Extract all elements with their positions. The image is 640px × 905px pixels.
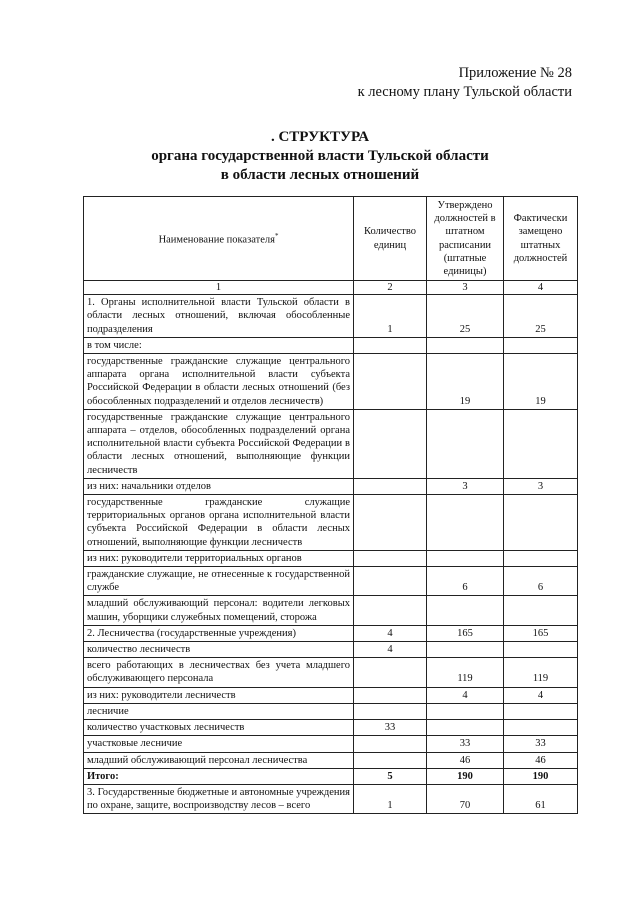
filled-cell: 6 bbox=[504, 567, 578, 596]
filled-cell bbox=[504, 596, 578, 625]
units-cell: 5 bbox=[354, 768, 427, 784]
units-cell: 1 bbox=[354, 784, 427, 813]
indicator-cell: 3. Государственные бюджетные и автономные учреждения по охране, защите, воспроизводству лесов – всего bbox=[84, 784, 354, 813]
indicator-cell: из них: руководители территориальных органов bbox=[84, 550, 354, 566]
units-cell bbox=[354, 478, 427, 494]
approved-cell: 165 bbox=[427, 625, 504, 641]
indicator-cell: государственные гражданские служащие центрального аппарата – отделов, обособленных подразделений органа исполнительной власти субъекта Российской Федерации в области лесных отношений, выполняющие функции лесничеств bbox=[84, 409, 354, 478]
title-line-3: в области лесных отношений bbox=[220, 167, 420, 183]
table-row bbox=[84, 596, 578, 625]
approved-cell: 25 bbox=[427, 295, 504, 338]
table-row bbox=[84, 409, 578, 478]
approved-cell bbox=[427, 550, 504, 566]
filled-cell: 46 bbox=[504, 752, 578, 768]
approved-cell bbox=[427, 642, 504, 658]
units-cell bbox=[354, 703, 427, 719]
units-cell bbox=[354, 687, 427, 703]
approved-cell bbox=[427, 409, 504, 478]
units-cell bbox=[354, 337, 427, 353]
indicator-cell: младший обслуживающий персонал: водители легковых машин, уборщики служебных помещений, сторожа bbox=[84, 596, 354, 625]
units-cell bbox=[354, 409, 427, 478]
indicator-cell: из них: начальники отделов bbox=[84, 478, 354, 494]
approved-cell bbox=[427, 337, 504, 353]
filled-cell: 25 bbox=[504, 295, 578, 338]
table-row bbox=[84, 550, 578, 566]
indicator-cell: Итого: bbox=[84, 768, 354, 784]
table-row bbox=[84, 337, 578, 353]
table-body bbox=[84, 281, 578, 814]
approved-cell: 19 bbox=[427, 354, 504, 410]
column-index: 2 bbox=[354, 281, 427, 295]
indicator-cell: в том числе: bbox=[84, 337, 354, 353]
indicator-cell: младший обслуживающий персонал лесничества bbox=[84, 752, 354, 768]
filled-cell bbox=[504, 550, 578, 566]
title-line-1: . СТРУКТУРА bbox=[270, 129, 370, 145]
units-cell: 1 bbox=[354, 295, 427, 338]
indicator-cell: количество участковых лесничеств bbox=[84, 720, 354, 736]
table-row bbox=[84, 567, 578, 596]
units-cell: 4 bbox=[354, 625, 427, 641]
approved-cell: 3 bbox=[427, 478, 504, 494]
approved-cell: 70 bbox=[427, 784, 504, 813]
column-index: 1 bbox=[84, 281, 354, 295]
document-title bbox=[0, 128, 640, 185]
units-cell bbox=[354, 736, 427, 752]
units-cell bbox=[354, 567, 427, 596]
table-row bbox=[84, 642, 578, 658]
table-row bbox=[84, 720, 578, 736]
filled-cell: 33 bbox=[504, 736, 578, 752]
approved-cell bbox=[427, 495, 504, 551]
indicator-cell: государственные гражданские служащие центрального аппарата органа исполнительной власти субъекта Российской Федерации в области лесных отношений (без обособленных подразделений и отделов лесничеств) bbox=[84, 354, 354, 410]
indicator-cell: количество лесничеств bbox=[84, 642, 354, 658]
appendix-block bbox=[358, 64, 572, 102]
column-index: 3 bbox=[427, 281, 504, 295]
total-row bbox=[84, 768, 578, 784]
appendix-reference: к лесному плану Тульской области bbox=[357, 84, 572, 100]
approved-cell: 46 bbox=[427, 752, 504, 768]
table-row bbox=[84, 478, 578, 494]
indicator-cell: гражданские служащие, не отнесенные к государственной службе bbox=[84, 567, 354, 596]
filled-cell bbox=[504, 337, 578, 353]
table-row bbox=[84, 687, 578, 703]
table-row bbox=[84, 354, 578, 410]
table-row bbox=[84, 295, 578, 338]
header-approved-positions: Утверждено должностей в штатном расписании (штатные единицы) bbox=[427, 197, 504, 281]
table-row bbox=[84, 784, 578, 813]
filled-cell bbox=[504, 642, 578, 658]
appendix-number: Приложение № 28 bbox=[458, 65, 572, 81]
table-row bbox=[84, 752, 578, 768]
indicator-cell: 2. Лесничества (государственные учреждения) bbox=[84, 625, 354, 641]
approved-cell: 6 bbox=[427, 567, 504, 596]
units-cell bbox=[354, 658, 427, 687]
filled-cell: 190 bbox=[504, 768, 578, 784]
units-cell bbox=[354, 550, 427, 566]
approved-cell: 33 bbox=[427, 736, 504, 752]
filled-cell bbox=[504, 703, 578, 719]
table-row bbox=[84, 658, 578, 687]
filled-cell bbox=[504, 495, 578, 551]
approved-cell bbox=[427, 596, 504, 625]
structure-table bbox=[83, 196, 578, 814]
approved-cell: 190 bbox=[427, 768, 504, 784]
table-row bbox=[84, 736, 578, 752]
indicator-cell: участковые лесничие bbox=[84, 736, 354, 752]
units-cell bbox=[354, 752, 427, 768]
units-cell bbox=[354, 354, 427, 410]
filled-cell: 19 bbox=[504, 354, 578, 410]
table-row bbox=[84, 703, 578, 719]
column-index: 4 bbox=[504, 281, 578, 295]
filled-cell: 165 bbox=[504, 625, 578, 641]
indicator-cell: из них: руководители лесничеств bbox=[84, 687, 354, 703]
indicator-cell: государственные гражданские служащие территориальных органов органа исполнительной власти субъекта Российской Федерации в области лесных отношений, выполняющие функции лесничеств bbox=[84, 495, 354, 551]
approved-cell bbox=[427, 720, 504, 736]
filled-cell: 4 bbox=[504, 687, 578, 703]
header-filled-positions: Фактически замещено штатных должностей bbox=[504, 197, 578, 281]
indicator-cell: лесничие bbox=[84, 703, 354, 719]
filled-cell bbox=[504, 720, 578, 736]
filled-cell: 119 bbox=[504, 658, 578, 687]
filled-cell: 3 bbox=[504, 478, 578, 494]
units-cell: 33 bbox=[354, 720, 427, 736]
column-index-row bbox=[84, 281, 578, 295]
approved-cell: 4 bbox=[427, 687, 504, 703]
title-line-2: органа государственной власти Тульской области bbox=[151, 148, 489, 164]
filled-cell: 61 bbox=[504, 784, 578, 813]
units-cell: 4 bbox=[354, 642, 427, 658]
header-indicator-name: Наименование показателя* bbox=[84, 197, 354, 281]
filled-cell bbox=[504, 409, 578, 478]
approved-cell bbox=[427, 703, 504, 719]
units-cell bbox=[354, 596, 427, 625]
approved-cell: 119 bbox=[427, 658, 504, 687]
indicator-cell: 1. Органы исполнительной власти Тульской области в области лесных отношений, включая обособленные подразделения bbox=[84, 295, 354, 338]
table-row bbox=[84, 495, 578, 551]
units-cell bbox=[354, 495, 427, 551]
table-row bbox=[84, 625, 578, 641]
indicator-cell: всего работающих в лесничествах без учета младшего обслуживающего персонала bbox=[84, 658, 354, 687]
header-units-count: Количество единиц bbox=[354, 197, 427, 281]
